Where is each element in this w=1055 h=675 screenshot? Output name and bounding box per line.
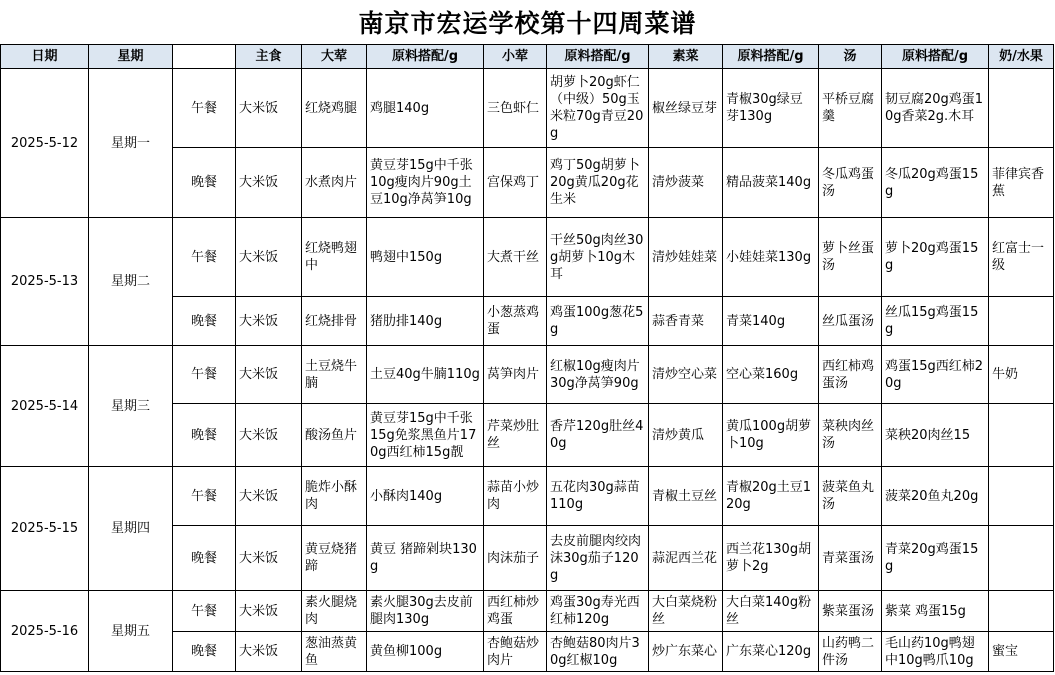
page-title: 南京市宏运学校第十四周菜谱: [358, 9, 697, 38]
soup-ingredients-cell: 鸡蛋15g西红柿20g: [882, 346, 989, 404]
header-soup: 汤: [819, 45, 882, 69]
small-meat-cell: 杏鲍菇炒肉片: [484, 632, 547, 672]
small-meat-ingredients-cell: 杏鲍菇80肉片30g红椒10g: [547, 632, 649, 672]
main-meat-cell: 素火腿烧肉: [302, 591, 367, 632]
soup-ingredients-cell: 菜秧20肉丝15: [882, 404, 989, 467]
soup-cell: 冬瓜鸡蛋汤: [819, 148, 882, 218]
staple-cell: 大米饭: [236, 218, 302, 297]
header-small-meat-ingredients: 原料搭配/g: [547, 45, 649, 69]
header-veg-ingredients: 原料搭配/g: [723, 45, 819, 69]
main-meat-cell: 红烧鸭翅中: [302, 218, 367, 297]
veg-cell: 蒜泥西兰花: [649, 526, 723, 591]
soup-ingredients-cell: 韧豆腐20g鸡蛋10g香菜2g.木耳: [882, 69, 989, 148]
small-meat-cell: 芹菜炒肚丝: [484, 404, 547, 467]
main-meat-ingredients-cell: 鸡腿140g: [367, 69, 484, 148]
small-meat-cell: 大煮干丝: [484, 218, 547, 297]
milk-fruit-cell: 菲律宾香蕉: [989, 148, 1054, 218]
date-cell: 2025-5-14: [1, 346, 89, 467]
milk-fruit-cell: [989, 591, 1054, 632]
meal-cell: 午餐: [173, 218, 236, 297]
main-meat-cell: 葱油蒸黄鱼: [302, 632, 367, 672]
main-meat-ingredients-cell: 鸭翅中150g: [367, 218, 484, 297]
soup-ingredients-cell: 冬瓜20g鸡蛋15g: [882, 148, 989, 218]
soup-cell: 青菜蛋汤: [819, 526, 882, 591]
meal-cell: 晚餐: [173, 404, 236, 467]
soup-cell: 紫菜蛋汤: [819, 591, 882, 632]
milk-fruit-cell: [989, 69, 1054, 148]
main-meat-ingredients-cell: 黄豆 猪蹄剁块130g: [367, 526, 484, 591]
staple-cell: 大米饭: [236, 404, 302, 467]
small-meat-ingredients-cell: 红椒10g瘦肉片30g净莴笋90g: [547, 346, 649, 404]
main-meat-cell: 水煮肉片: [302, 148, 367, 218]
small-meat-ingredients-cell: 鸡蛋30g寿光西红柿120g: [547, 591, 649, 632]
weekday-cell: 星期四: [89, 467, 173, 591]
small-meat-ingredients-cell: 胡萝卜20g虾仁（中级）50g玉米粒70g青豆20g: [547, 69, 649, 148]
veg-cell: 青椒土豆丝: [649, 467, 723, 526]
milk-fruit-cell: [989, 526, 1054, 591]
veg-cell: 清炒黄瓜: [649, 404, 723, 467]
small-meat-ingredients-cell: 鸡丁50g胡萝卜20g黄瓜20g花生米: [547, 148, 649, 218]
small-meat-ingredients-cell: 去皮前腿肉绞肉沫30g茄子120g: [547, 526, 649, 591]
veg-cell: 椒丝绿豆芽: [649, 69, 723, 148]
veg-ingredients-cell: 空心菜160g: [723, 346, 819, 404]
meal-cell: 晚餐: [173, 632, 236, 672]
main-meat-ingredients-cell: 黄豆芽15g中千张15g免浆黑鱼片170g西红柿15g靓: [367, 404, 484, 467]
meal-cell: 晚餐: [173, 526, 236, 591]
weekday-cell: 星期一: [89, 69, 173, 218]
veg-ingredients-cell: 大白菜140g粉丝: [723, 591, 819, 632]
small-meat-cell: 蒜苗小炒肉: [484, 467, 547, 526]
main-meat-ingredients-cell: 小酥肉140g: [367, 467, 484, 526]
soup-ingredients-cell: 紫菜 鸡蛋15g: [882, 591, 989, 632]
small-meat-cell: 西红柿炒鸡蛋: [484, 591, 547, 632]
weekday-cell: 星期五: [89, 591, 173, 672]
main-meat-cell: 黄豆烧猪蹄: [302, 526, 367, 591]
small-meat-cell: 莴笋肉片: [484, 346, 547, 404]
main-meat-ingredients-cell: 素火腿30g去皮前腿肉130g: [367, 591, 484, 632]
header-small-meat: 小荤: [484, 45, 547, 69]
date-cell: 2025-5-12: [1, 69, 89, 218]
main-meat-ingredients-cell: 猪肋排140g: [367, 297, 484, 346]
milk-fruit-cell: 牛奶: [989, 346, 1054, 404]
veg-cell: 清炒娃娃菜: [649, 218, 723, 297]
header-veg: 素菜: [649, 45, 723, 69]
date-cell: 2025-5-16: [1, 591, 89, 672]
header-main-meat: 大荤: [302, 45, 367, 69]
date-cell: 2025-5-13: [1, 218, 89, 346]
header-staple: 主食: [236, 45, 302, 69]
soup-cell: 山药鸭二件汤: [819, 632, 882, 672]
small-meat-cell: 肉沫茄子: [484, 526, 547, 591]
table-row: [1, 218, 1054, 297]
soup-cell: 菜秧肉丝汤: [819, 404, 882, 467]
main-meat-cell: 脆炸小酥肉: [302, 467, 367, 526]
small-meat-cell: 三色虾仁: [484, 69, 547, 148]
main-meat-ingredients-cell: 黄鱼柳100g: [367, 632, 484, 672]
veg-ingredients-cell: 广东菜心120g: [723, 632, 819, 672]
main-meat-cell: 红烧鸡腿: [302, 69, 367, 148]
weekday-cell: 星期二: [89, 218, 173, 346]
veg-cell: 清炒空心菜: [649, 346, 723, 404]
veg-ingredients-cell: 西兰花130g胡萝卜2g: [723, 526, 819, 591]
main-meat-cell: 土豆烧牛腩: [302, 346, 367, 404]
small-meat-ingredients-cell: 香芹120g肚丝40g: [547, 404, 649, 467]
meal-cell: 午餐: [173, 346, 236, 404]
veg-cell: 清炒菠菜: [649, 148, 723, 218]
milk-fruit-cell: 蜜宝: [989, 632, 1054, 672]
header-meal: [173, 45, 236, 69]
header-weekday: 星期: [89, 45, 173, 69]
veg-cell: 炒广东菜心: [649, 632, 723, 672]
table-row: [1, 346, 1054, 404]
veg-cell: 蒜香青菜: [649, 297, 723, 346]
veg-ingredients-cell: 青菜140g: [723, 297, 819, 346]
staple-cell: 大米饭: [236, 297, 302, 346]
header-date: 日期: [1, 45, 89, 69]
header-milk-fruit: 奶/水果: [989, 45, 1054, 69]
small-meat-cell: 宫保鸡丁: [484, 148, 547, 218]
main-meat-ingredients-cell: 黄豆芽15g中千张10g瘦肉片90g土豆10g净莴笋10g: [367, 148, 484, 218]
milk-fruit-cell: [989, 297, 1054, 346]
soup-ingredients-cell: 毛山药10g鸭翅中10g鸭爪10g: [882, 632, 989, 672]
soup-cell: 平桥豆腐羹: [819, 69, 882, 148]
soup-ingredients-cell: 丝瓜15g鸡蛋15g: [882, 297, 989, 346]
staple-cell: 大米饭: [236, 148, 302, 218]
header-soup-ingredients: 原料搭配/g: [882, 45, 989, 69]
staple-cell: 大米饭: [236, 69, 302, 148]
weekday-cell: 星期三: [89, 346, 173, 467]
staple-cell: 大米饭: [236, 346, 302, 404]
meal-cell: 晚餐: [173, 297, 236, 346]
milk-fruit-cell: 红富士一级: [989, 218, 1054, 297]
meal-cell: 晚餐: [173, 148, 236, 218]
soup-cell: 菠菜鱼丸汤: [819, 467, 882, 526]
staple-cell: 大米饭: [236, 632, 302, 672]
milk-fruit-cell: [989, 467, 1054, 526]
main-meat-cell: 红烧排骨: [302, 297, 367, 346]
soup-ingredients-cell: 萝卜20g鸡蛋15g: [882, 218, 989, 297]
small-meat-ingredients-cell: 鸡蛋100g葱花5g: [547, 297, 649, 346]
soup-cell: 丝瓜蛋汤: [819, 297, 882, 346]
milk-fruit-cell: [989, 404, 1054, 467]
table-row: [1, 69, 1054, 148]
staple-cell: 大米饭: [236, 526, 302, 591]
small-meat-ingredients-cell: 五花肉30g蒜苗110g: [547, 467, 649, 526]
meal-cell: 午餐: [173, 591, 236, 632]
veg-ingredients-cell: 青椒20g土豆120g: [723, 467, 819, 526]
small-meat-cell: 小葱蒸鸡蛋: [484, 297, 547, 346]
veg-ingredients-cell: 精品菠菜140g: [723, 148, 819, 218]
table-row: [1, 591, 1054, 632]
meal-cell: 午餐: [173, 69, 236, 148]
soup-cell: 西红柿鸡蛋汤: [819, 346, 882, 404]
soup-ingredients-cell: 菠菜20鱼丸20g: [882, 467, 989, 526]
header-main-meat-ingredients: 原料搭配/g: [367, 45, 484, 69]
soup-cell: 萝卜丝蛋汤: [819, 218, 882, 297]
table-row: [1, 467, 1054, 526]
veg-ingredients-cell: 黄瓜100g胡萝卜10g: [723, 404, 819, 467]
small-meat-ingredients-cell: 干丝50g肉丝30g胡萝卜10g木耳: [547, 218, 649, 297]
main-meat-cell: 酸汤鱼片: [302, 404, 367, 467]
veg-cell: 大白菜烧粉丝: [649, 591, 723, 632]
veg-ingredients-cell: 青椒30g绿豆芽130g: [723, 69, 819, 148]
soup-ingredients-cell: 青菜20g鸡蛋15g: [882, 526, 989, 591]
meal-cell: 午餐: [173, 467, 236, 526]
menu-table: [0, 44, 1054, 672]
staple-cell: 大米饭: [236, 591, 302, 632]
staple-cell: 大米饭: [236, 467, 302, 526]
main-meat-ingredients-cell: 土豆40g牛腩110g: [367, 346, 484, 404]
veg-ingredients-cell: 小娃娃菜130g: [723, 218, 819, 297]
date-cell: 2025-5-15: [1, 467, 89, 591]
header-row: [1, 45, 1054, 69]
